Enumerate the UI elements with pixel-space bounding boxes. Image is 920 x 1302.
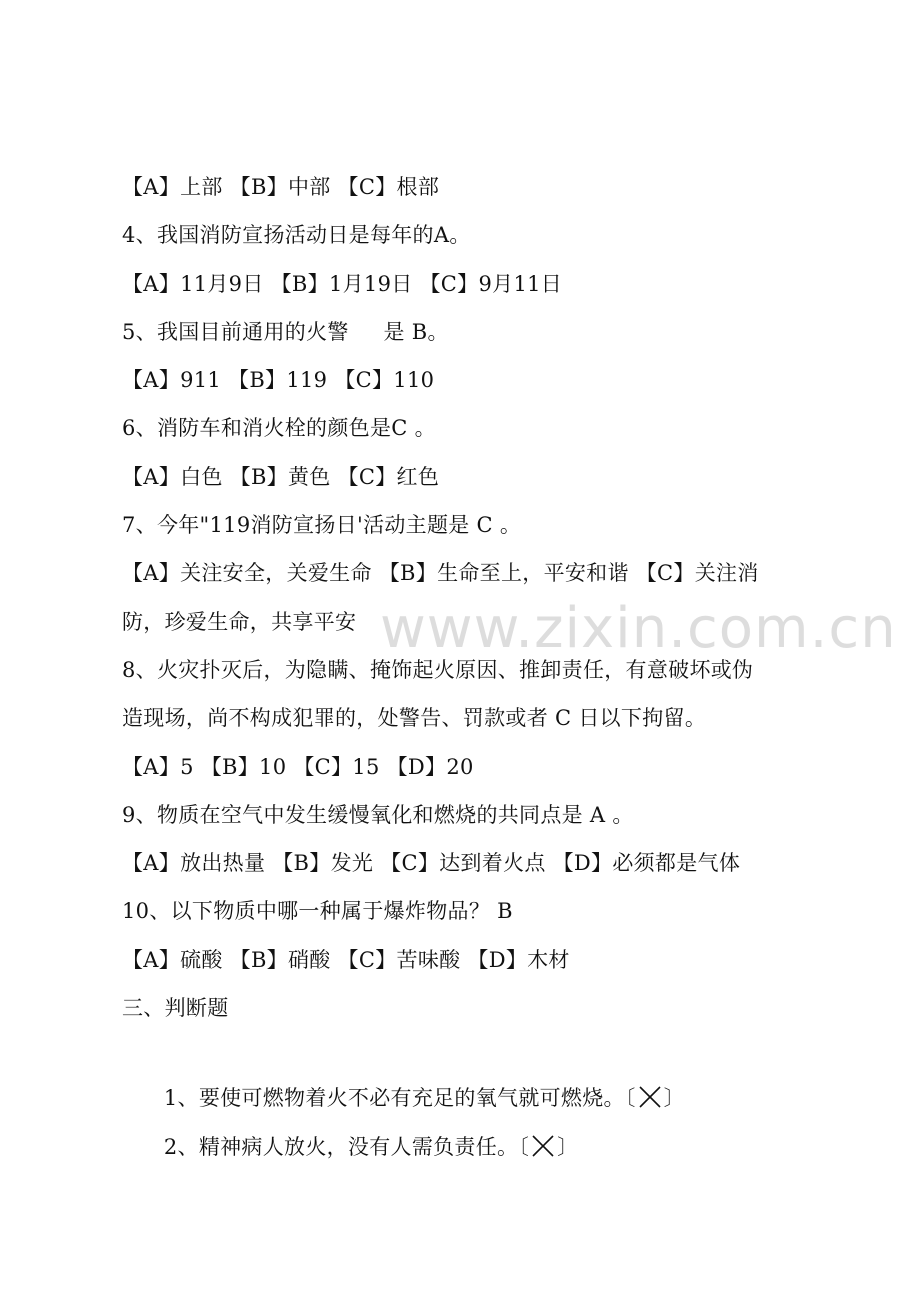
question-9-options: 【A】放出热量 【B】发光 【C】达到着火点 【D】必须都是气体 (122, 851, 741, 876)
question-5-options: 【A】911 【B】119 【C】110 (122, 368, 435, 393)
judgment-question-1-close: 〕 (663, 1086, 685, 1111)
judgment-question-1 (122, 1035, 822, 1111)
question-7-text: 7、今年"119消防宣扬日'活动主题是 C 。 (122, 513, 522, 538)
question-7-options-line-1: 【A】关注安全，关爱生命 【B】生命至上，平安和谐 【C】关注消 (122, 561, 759, 586)
question-5-text: 5、我国目前通用的火警 是 B。 (122, 319, 449, 344)
question-6-options: 【A】白色 【B】黄色 【C】红色 (122, 464, 440, 489)
judgment-question-2-close: 〕 (557, 1134, 579, 1159)
judgment-question-1-text: 1、要使可燃物着火不必有充足的氧气就可燃烧。〔 (163, 1086, 636, 1111)
question-7-options-line-2: 防，珍爱生命，共享平安 (122, 609, 357, 634)
question-10-text: 10、以下物质中哪一种属于爆炸物品？ B (122, 899, 513, 924)
question-8-text-line-1: 8、火灾扑灭后，为隐瞒、掩饰起火原因、推卸责任，有意破坏或伪 (122, 657, 754, 682)
question-3-options: 【A】上部 【B】中部 【C】根部 (122, 175, 440, 199)
question-9-text: 9、物质在空气中发生缓慢氧化和燃烧的共同点是 A 。 (122, 802, 634, 827)
question-4-options: 【A】11月9日 【B】1月19日 【C】9月11日 (122, 271, 563, 296)
question-4-text: 4、我国消防宣扬活动日是每年的A。 (122, 223, 471, 248)
document-body (122, 166, 822, 1159)
section-heading-judgment: 三、判断题 (122, 996, 229, 1021)
watermark-text: www.zixin.com.cn (380, 596, 897, 661)
question-10-options: 【A】硫酸 【B】硝酸 【C】苦味酸 【D】木材 (122, 947, 570, 972)
cross-mark-icon (530, 1133, 556, 1159)
judgment-question-2-text: 2、精神病人放火，没有人需负责任。〔 (163, 1134, 530, 1159)
question-8-text-line-2: 造现场，尚不构成犯罪的，处警告、罚款或者 C 日以下拘留。 (122, 706, 707, 731)
cross-mark-icon (637, 1084, 663, 1110)
question-6-text: 6、消防车和消火栓的颜色是C 。 (122, 416, 436, 441)
question-8-options: 【A】5 【B】10 【C】15 【D】20 (122, 754, 474, 779)
